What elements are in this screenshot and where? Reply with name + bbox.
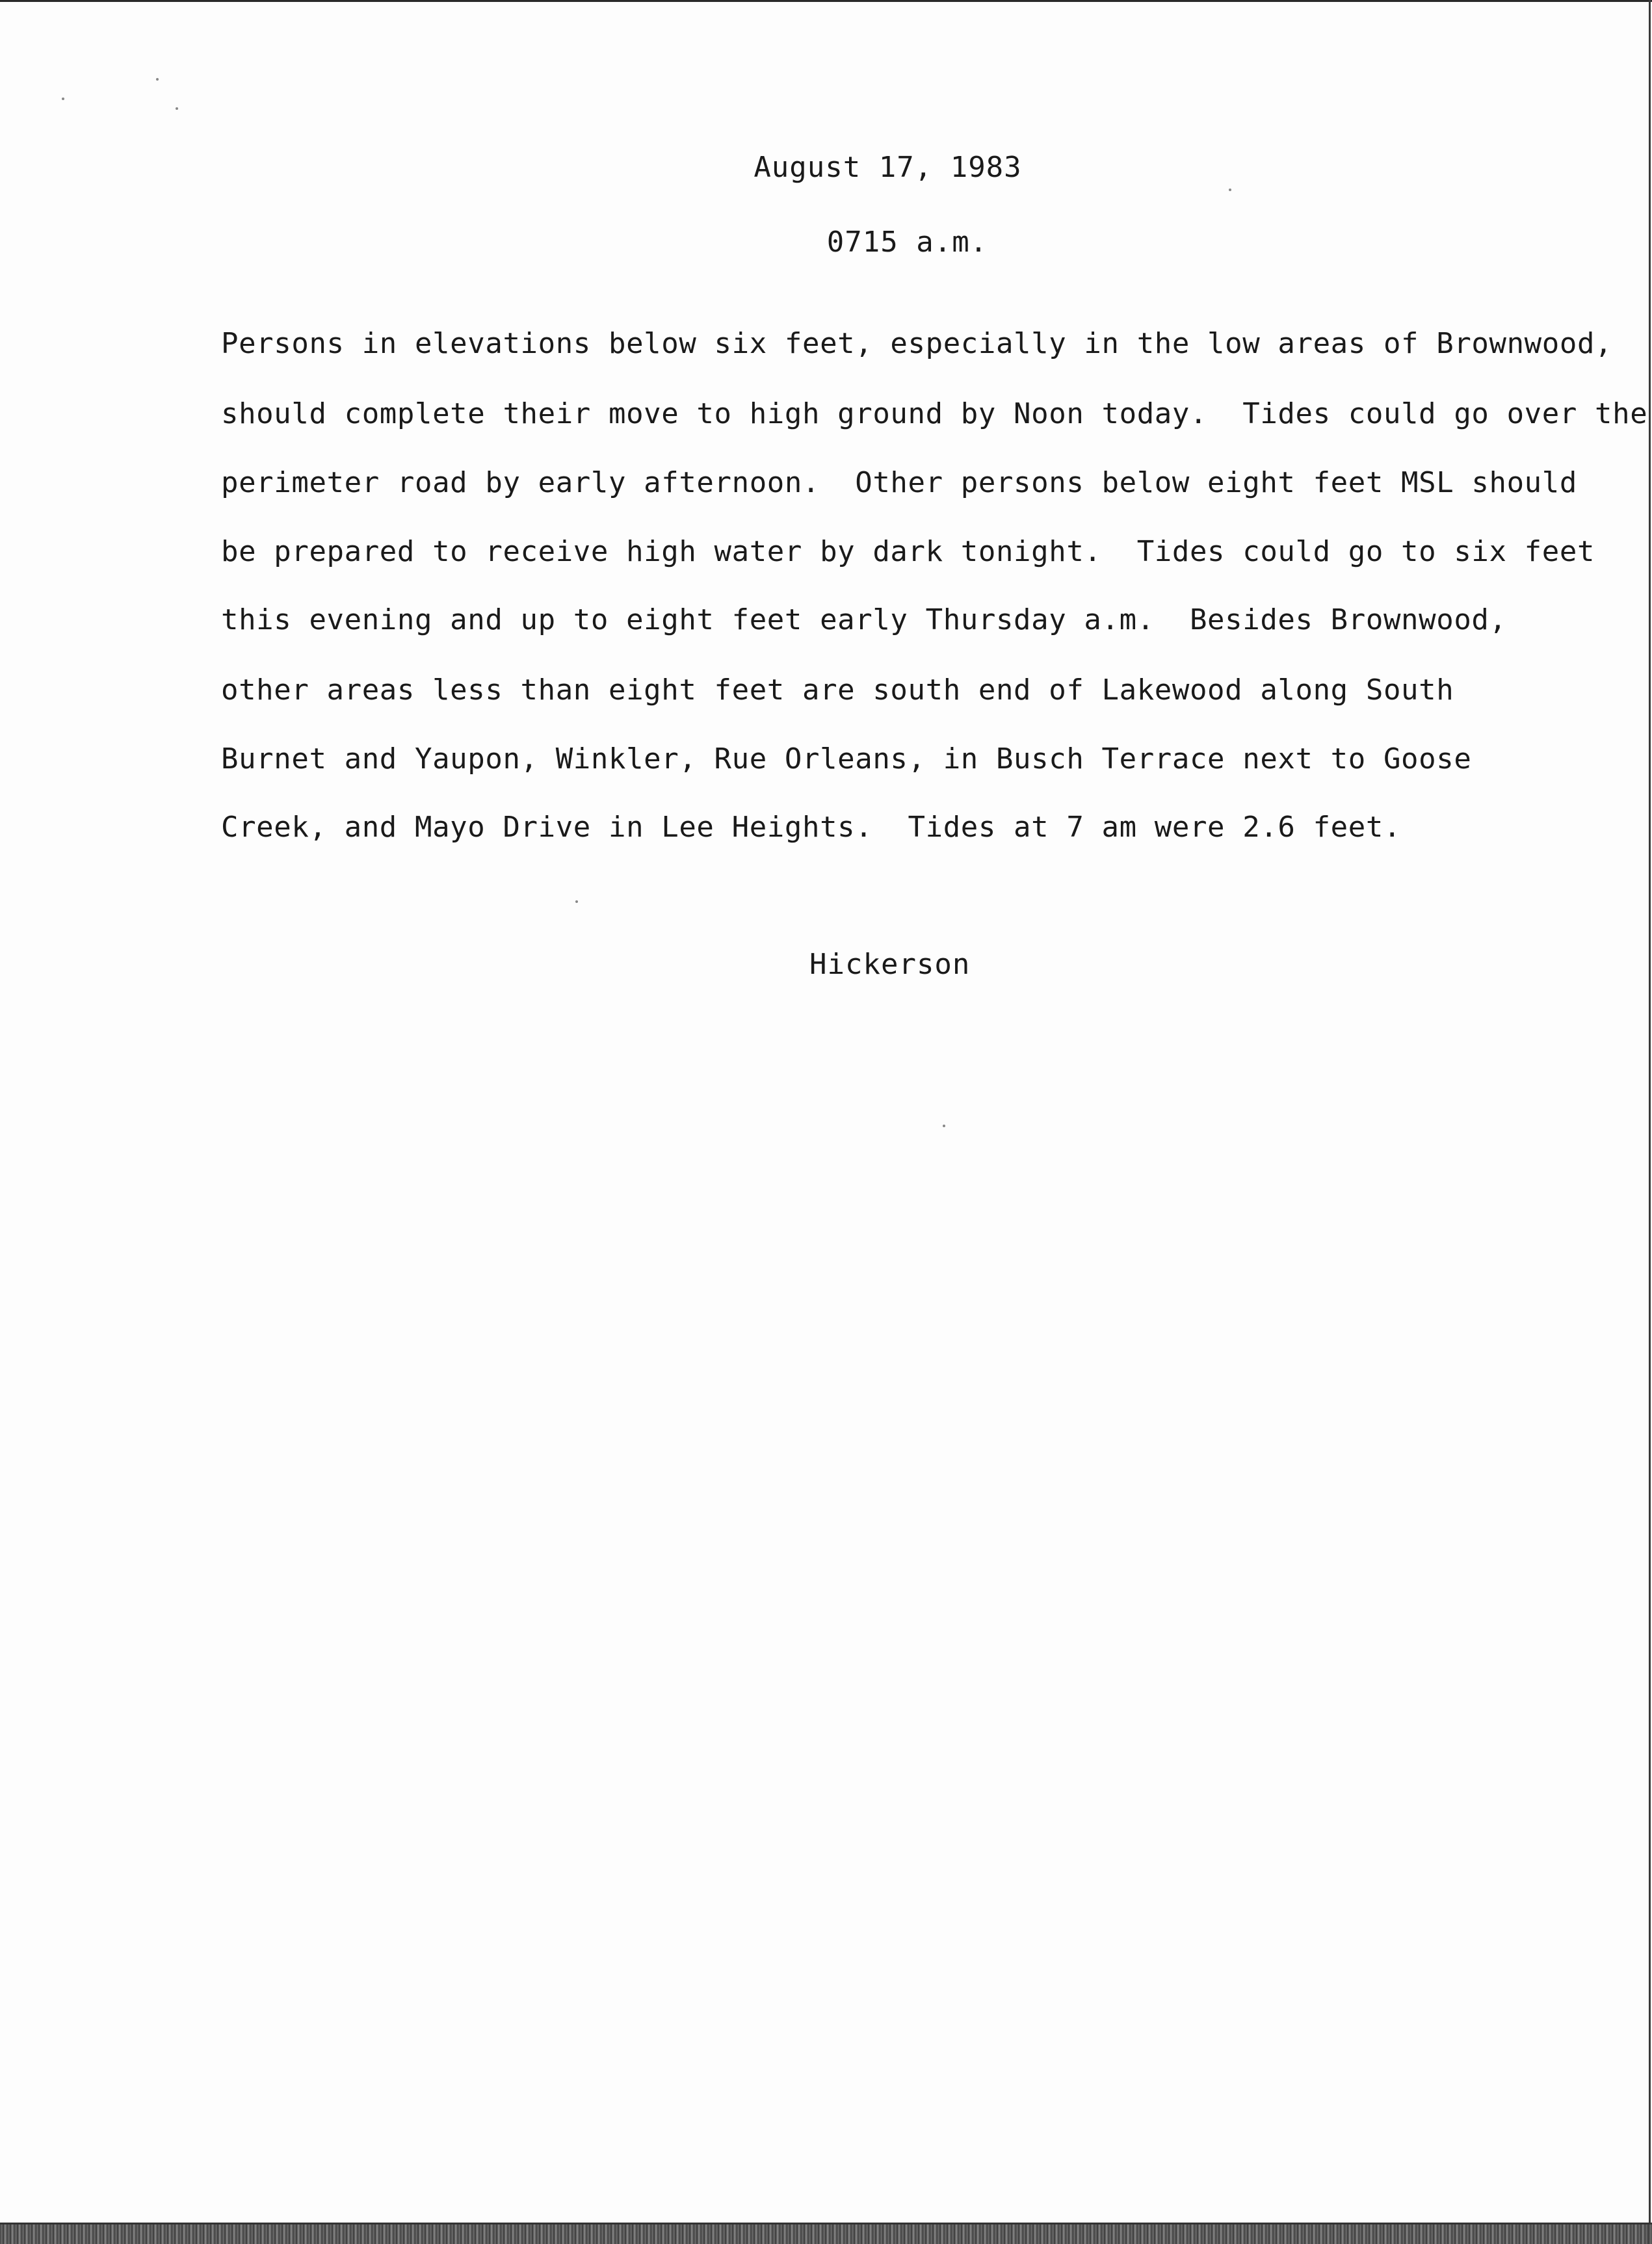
scan-top-edge [0,0,1652,2]
scan-bottom-edge [0,2224,1652,2244]
scan-speck [1229,189,1231,191]
scan-speck [62,98,64,100]
scan-speck [156,78,159,81]
memo-date: August 17, 1983 [754,151,1022,184]
body-line-7: Burnet and Yaupon, Winkler, Rue Orleans, in Busch Terrace next to Goose [221,742,1472,776]
body-line-8: Creek, and Mayo Drive in Lee Heights. Tides at 7 am were 2.6 feet. [221,811,1402,844]
body-line-6: other areas less than eight feet are south end of Lakewood along South [221,673,1454,707]
scan-right-edge [1649,0,1651,2244]
body-line-1: Persons in elevations below six feet, especially in the low areas of Brownwood, [221,327,1613,360]
scan-speck [943,1125,945,1127]
body-line-3: perimeter road by early afternoon. Other persons below eight feet MSL should [221,466,1577,499]
scan-speck [575,900,578,903]
body-line-4: be prepared to receive high water by dark tonight. Tides could go to six feet [221,535,1595,568]
body-line-5: this evening and up to eight feet early Thursday a.m. Besides Brownwood, [221,603,1507,636]
scan-speck [176,107,178,110]
memo-time: 0715 a.m. [826,226,988,259]
signature-name: Hickerson [809,948,971,981]
body-line-2: should complete their move to high ground by Noon today. Tides could go over the [221,397,1648,430]
